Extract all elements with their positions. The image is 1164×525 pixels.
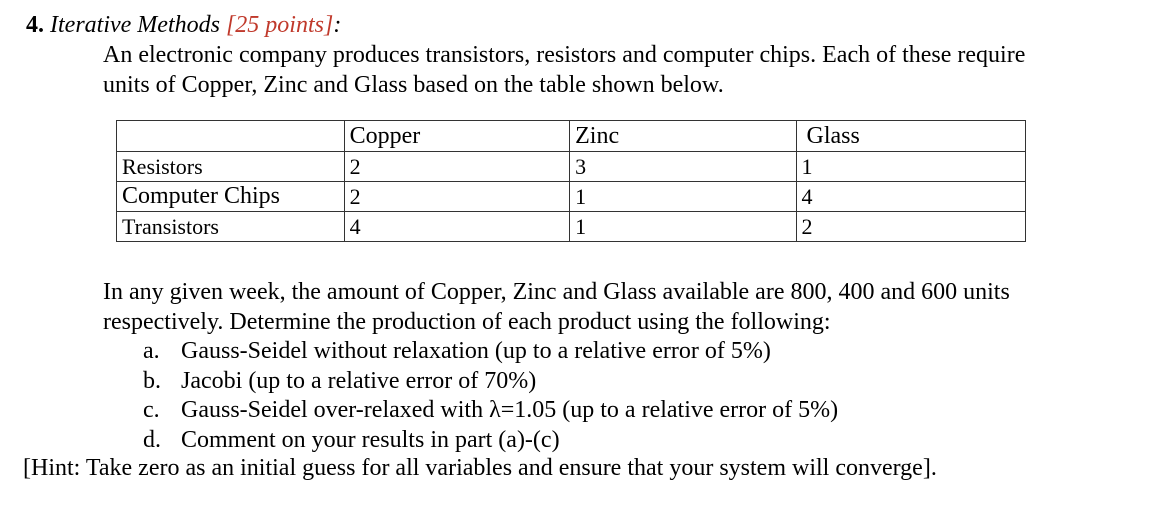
part-text-a: Gauss-Seidel without relaxation (up to a relative error of 5%): [181, 338, 771, 364]
cell-resistors-copper: 2: [344, 152, 570, 182]
list-item: [143, 396, 838, 426]
header-copper: Copper: [344, 121, 570, 152]
cell-chips-glass: 4: [796, 182, 1025, 212]
question-heading: [26, 10, 341, 40]
heading-colon: :: [333, 12, 342, 38]
availability-paragraph: [103, 277, 1153, 337]
availability-line-2: respectively. Determine the production of each product using the following:: [103, 309, 831, 335]
cell-transistors-zinc: 1: [570, 212, 796, 242]
row-name-computer-chips: Computer Chips: [117, 182, 345, 212]
question-number: 4.: [26, 12, 44, 38]
list-item: [143, 426, 838, 456]
cell-resistors-glass: 1: [796, 152, 1025, 182]
row-name-transistors: Transistors: [117, 212, 345, 242]
intro-paragraph: [103, 40, 1143, 100]
table-row: [117, 152, 1026, 182]
part-text-d: Comment on your results in part (a)-(c): [181, 426, 560, 453]
table-row: [117, 182, 1026, 212]
part-letter-a: a.: [143, 338, 160, 364]
question-points: [25 points]: [225, 12, 334, 38]
list-item: [143, 367, 838, 397]
cell-resistors-zinc: 3: [570, 152, 796, 182]
table-header-row: [117, 121, 1026, 152]
header-glass: Glass: [796, 121, 1025, 152]
cell-transistors-glass: 2: [796, 212, 1025, 242]
cell-chips-copper: 2: [344, 182, 570, 212]
part-letter-c: c.: [143, 397, 160, 423]
part-letter-d: d.: [143, 426, 161, 453]
intro-line-1: An electronic company produces transistors, resistors and computer chips. Each of these require: [103, 42, 1026, 68]
question-title: Iterative Methods: [50, 12, 220, 38]
row-name-resistors: Resistors: [117, 152, 345, 182]
materials-table: [116, 120, 1026, 242]
part-text-c: Gauss-Seidel over-relaxed with λ=1.05 (up to a relative error of 5%): [181, 397, 839, 423]
cell-chips-zinc: 1: [570, 182, 796, 212]
hint-text: [Hint: Take zero as an initial guess for all variables and ensure that your system will converge].: [23, 455, 937, 481]
intro-line-2: units of Copper, Zinc and Glass based on the table shown below.: [103, 72, 724, 98]
part-text-b: Jacobi (up to a relative error of 70%): [181, 367, 537, 394]
table-corner-cell: [117, 121, 345, 152]
parts-list: [143, 337, 838, 455]
part-letter-b: b.: [143, 367, 161, 394]
table-row: [117, 212, 1026, 242]
header-zinc: Zinc: [570, 121, 796, 152]
list-item: [143, 337, 838, 367]
availability-line-1: In any given week, the amount of Copper, Zinc and Glass available are 800, 400 and 600 units: [103, 279, 1010, 305]
cell-transistors-copper: 4: [344, 212, 570, 242]
